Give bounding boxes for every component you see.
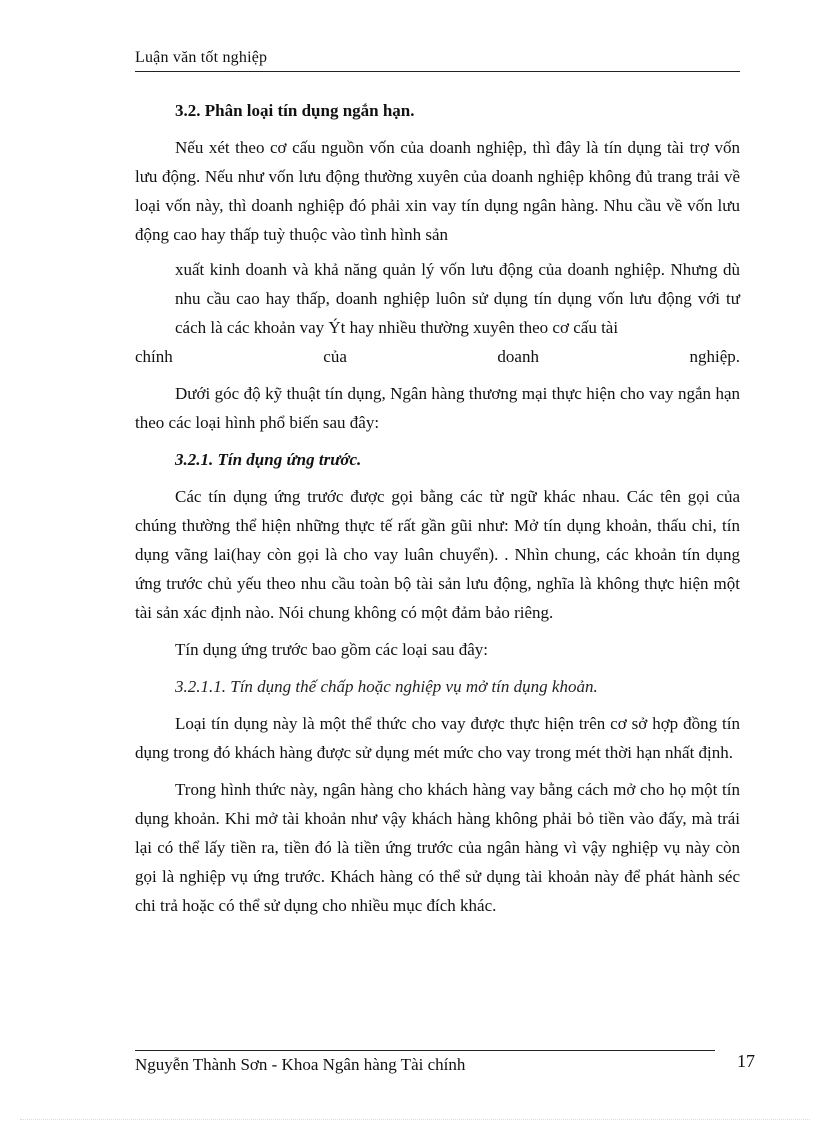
paragraph: Các tín dụng ứng trước được gọi bằng các từ ngữ khác nhau. Các tên gọi của chúng thường thể hiện những thực tế rất gần gũi như: Mở tín dụng khoản, thấu chi, tín dụng vãng lai(hay còn gọi là cho vay luân chuyển). . Nhìn chung, các khoản tín dụng ứng trước chủ yếu theo nhu cầu toàn bộ tài sản lưu động, nghĩa là không thực hiện một tài sản xác định nào. Nói chung không có một đảm bảo riêng. [135,487,740,622]
paragraph: Trong hình thức này, ngân hàng cho khách hàng vay bằng cách mở cho họ một tín dụng khoản. Khi mở tài khoản như vậy khách hàng không phải bỏ tiền vào đấy, mà trái lại có thể lấy tiền ra, tiền đó là tiền ứng trước của ngân hàng vì vậy nghiệp vụ này còn gọi là nghiệp vụ ứng trước. Khách hàng có thể sử dụng tài khoản này để phát hành séc chi trả hoặc có thể sử dụng cho nhiều mục đích khác. [135,780,740,915]
page-edge-divider [20,1119,810,1120]
paragraph: Tín dụng ứng trước bao gồm các loại sau đây: [175,640,489,659]
footer-divider [135,1050,715,1051]
running-header: Luận văn tốt nghiệp [135,49,268,66]
section-heading: 3.2. Phân loại tín dụng ngắn hạn. [175,101,415,120]
page-number: 17 [737,1051,755,1071]
footer-author: Nguyễn Thành Sơn - Khoa Ngân hàng Tài chính [135,1055,466,1074]
paragraph: Loại tín dụng này là một thể thức cho vay được thực hiện trên cơ sở hợp đồng tín dụng trong đó khách hàng được sử dụng mét mức cho vay trong mét thời hạn nhất định. [135,714,740,762]
paragraph: Dưới góc độ kỹ thuật tín dụng, Ngân hàng thương mại thực hiện cho vay ngắn hạn theo các loại hình phổ biến sau đây: [135,384,740,432]
paragraph: Nếu xét theo cơ cấu nguồn vốn của doanh nghiệp, thì đây là tín dụng tài trợ vốn lưu động. Nếu như vốn lưu động thường xuyên của doanh nghiệp không đủ trang trải về loại vốn này, thì doanh nghiệp đó phải xin vay tín dụng ngân hàng. Nhu cầu về vốn lưu động cao hay thấp tuỳ thuộc vào tình hình sản [135,138,740,244]
header-divider [135,71,740,72]
paragraph-last-line: chính của doanh nghiệp. [135,347,740,366]
subsection-heading: 3.2.1. Tín dụng ứng trước. [175,450,362,469]
paragraph: xuất kinh doanh và khả năng quản lý vốn lưu động của doanh nghiệp. Nhưng dù nhu cầu cao hay thấp, doanh nghiệp luôn sử dụng tín dụng vốn lưu động với tư cách là các khoản vay Ýt hay nhiều thường xuyên theo cơ cấu tài [175,260,740,337]
page-body [135,96,740,928]
subsubsection-heading: 3.2.1.1. Tín dụng thế chấp hoặc nghiệp vụ mở tín dụng khoản. [175,677,598,696]
